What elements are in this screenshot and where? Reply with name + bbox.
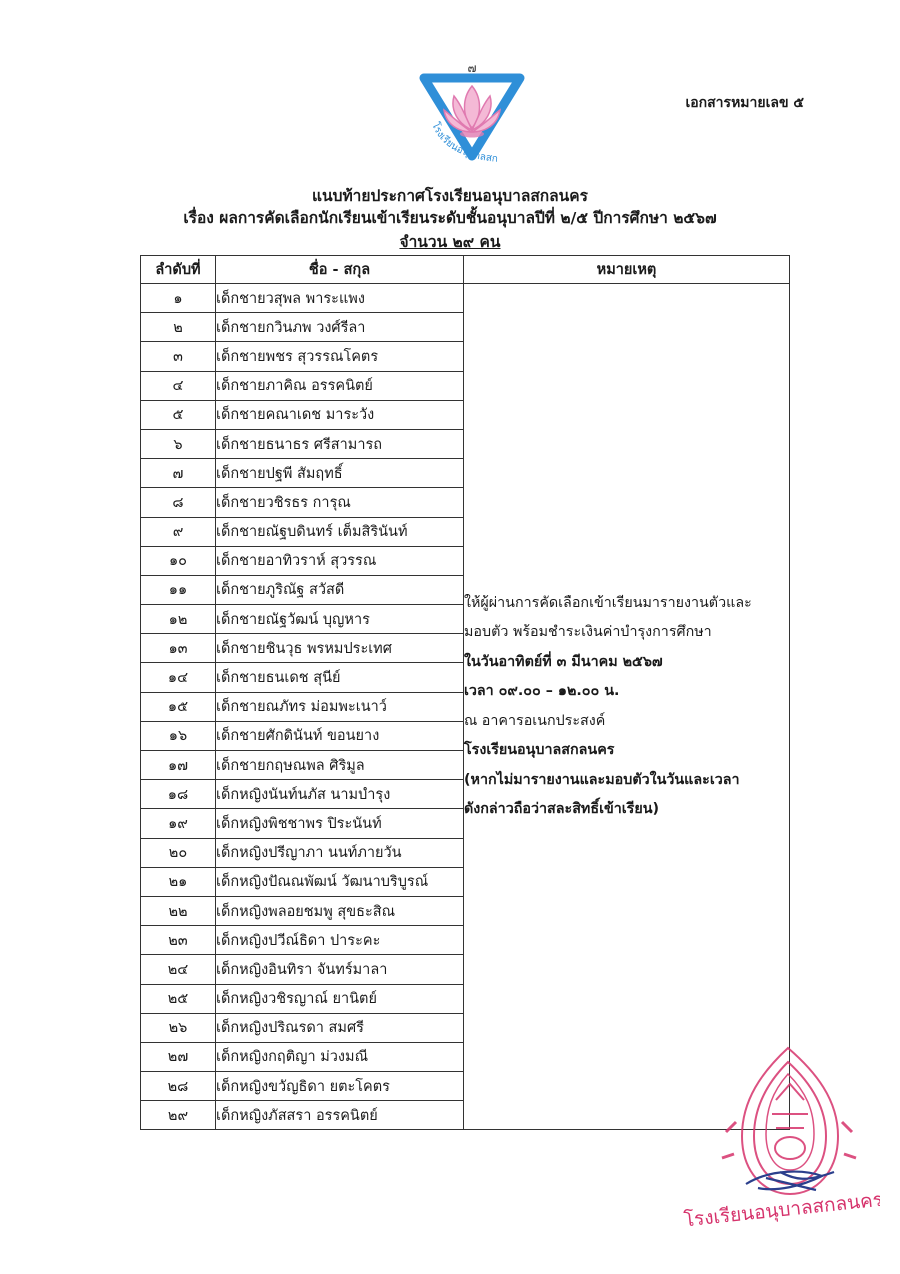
remark-line: ดังกล่าวถือว่าสละสิทธิ์เข้าเรียน): [464, 801, 660, 818]
row-number: ๒๐: [141, 838, 216, 867]
row-number: ๗: [141, 459, 216, 488]
row-number: ๑๔: [141, 663, 216, 692]
student-name: เด็กชายกฤษณพล ศิริมูล: [216, 751, 464, 780]
student-name: เด็กหญิงกฤติญา ม่วงมณี: [216, 1042, 464, 1071]
svg-text:๗: ๗: [467, 61, 477, 75]
remark-line: มอบตัว พร้อมชำระเงินค่าบำรุงการศึกษา: [464, 624, 712, 641]
student-name: เด็กชายณัฐบดินทร์ เต็มสิรินันท์: [216, 517, 464, 546]
row-number: ๑: [141, 284, 216, 313]
document-number: เอกสารหมายเลข ๕: [685, 95, 804, 111]
student-name: เด็กชายกวินภพ วงศ์รีลา: [216, 313, 464, 342]
student-name: เด็กชายณภัทร ม่อมพะเนาว์: [216, 692, 464, 721]
student-name: เด็กหญิงพิชชาพร ปิระนันท์: [216, 809, 464, 838]
row-number: ๒๗: [141, 1042, 216, 1071]
remark-line: ให้ผู้ผ่านการคัดเลือกเข้าเรียนมารายงานตัวและ: [464, 594, 752, 611]
row-number: ๑๑: [141, 575, 216, 604]
row-number: ๒๔: [141, 955, 216, 984]
row-number: ๑๓: [141, 634, 216, 663]
school-logo: [418, 58, 526, 164]
student-name: เด็กชายอาทิวราห์ สุวรรณ: [216, 546, 464, 575]
student-name: เด็กชายปฐพี สัมฤทธิ์: [216, 459, 464, 488]
student-name: เด็กหญิงปวีณ์ธิดา ปาระคะ: [216, 926, 464, 955]
student-name: เด็กหญิงพลอยชมพู สุขธะสิณ: [216, 896, 464, 925]
student-name: เด็กชายธนาธร ศรีสามารถ: [216, 429, 464, 458]
row-number: ๒๙: [141, 1101, 216, 1130]
row-number: ๑๘: [141, 780, 216, 809]
student-name: เด็กชายวชิรธร การุณ: [216, 488, 464, 517]
announcement-title: แนบท้ายประกาศโรงเรียนอนุบาลสกลนคร: [312, 187, 588, 205]
table-header-row: [141, 256, 790, 284]
row-number: ๓: [141, 342, 216, 371]
student-name: เด็กหญิงปรีญาภา นนท์ภายวัน: [216, 838, 464, 867]
row-number: ๕: [141, 400, 216, 429]
student-name: เด็กชายพชร สุวรรณโคตร: [216, 342, 464, 371]
row-number: ๑๖: [141, 721, 216, 750]
student-name: เด็กหญิงอินทิรา จันทร์มาลา: [216, 955, 464, 984]
row-number: ๒๕: [141, 984, 216, 1013]
header-no: ลำดับที่: [141, 256, 216, 284]
student-name: เด็กหญิงนันท์นภัส นามบำรุง: [216, 780, 464, 809]
student-name: เด็กชายธนเดช สุนีย์: [216, 663, 464, 692]
row-number: ๖: [141, 429, 216, 458]
row-number: ๙: [141, 517, 216, 546]
row-number: ๑๗: [141, 751, 216, 780]
remark-cell: [464, 284, 790, 1130]
row-number: ๒๓: [141, 926, 216, 955]
student-table: [140, 255, 790, 1130]
remark-line: เวลา ๐๙.๐๐ – ๑๒.๐๐ น.: [464, 683, 620, 700]
student-count: จำนวน ๒๙ คน: [399, 233, 501, 251]
header-remark: หมายเหตุ: [464, 256, 790, 284]
row-number: ๒๑: [141, 867, 216, 896]
student-name: เด็กชายวสุพล พาระแพง: [216, 284, 464, 313]
remark-line: ในวันอาทิตย์ที่ ๓ มีนาคม ๒๕๖๗: [464, 653, 663, 670]
svg-text:โรงเรียนอนุบาลสกลนคร: โรงเรียนอนุบาลสกลนคร: [682, 1188, 880, 1232]
student-name: เด็กหญิงขวัญธิดา ยตะโคตร: [216, 1072, 464, 1101]
row-number: ๑๐: [141, 546, 216, 575]
row-number: ๑๕: [141, 692, 216, 721]
student-name: เด็กหญิงภัสสรา อรรคนิตย์: [216, 1101, 464, 1130]
remark-line: (หากไม่มารายงานและมอบตัวในวันและเวลา: [464, 771, 740, 788]
student-name: เด็กชายณัฐวัฒน์ บุญหาร: [216, 605, 464, 634]
student-name: เด็กชายภูริณัฐ สวัสดี: [216, 575, 464, 604]
student-name: เด็กชายคณาเดช มาระวัง: [216, 400, 464, 429]
student-name: เด็กหญิงวชิรญาณ์ ยานิตย์: [216, 984, 464, 1013]
student-name: เด็กชายภาคิณ อรรคนิตย์: [216, 371, 464, 400]
svg-text:โรงเรียนอนุบาลสกลนคร: โรงเรียนอนุบาลสก: [429, 120, 499, 164]
student-name: เด็กหญิงปัณณพัฒน์ วัฒนาบริบูรณ์: [216, 867, 464, 896]
student-name: เด็กชายชินวุธ พรหมประเทศ: [216, 634, 464, 663]
student-name: เด็กหญิงปริณรดา สมศรี: [216, 1013, 464, 1042]
row-number: ๔: [141, 371, 216, 400]
announcement-subject: เรื่อง ผลการคัดเลือกนักเรียนเข้าเรียนระดับชั้นอนุบาลปีที่ ๒/๕ ปีการศึกษา ๒๕๖๗: [183, 209, 717, 227]
row-number: ๑๒: [141, 605, 216, 634]
school-seal: [676, 1044, 880, 1232]
student-name: เด็กชายศักดินันท์ ขอนยาง: [216, 721, 464, 750]
remark-line: โรงเรียนอนุบาลสกลนคร: [464, 742, 615, 759]
row-number: ๒๒: [141, 896, 216, 925]
row-number: ๒๘: [141, 1072, 216, 1101]
table-body: [141, 284, 790, 1130]
row-number: ๒: [141, 313, 216, 342]
row-number: ๒๖: [141, 1013, 216, 1042]
remark-line: ณ อาคารอเนกประสงค์: [464, 712, 606, 729]
table-row: [141, 284, 790, 313]
header-name: ชื่อ - สกุล: [216, 256, 464, 284]
row-number: ๘: [141, 488, 216, 517]
row-number: ๑๙: [141, 809, 216, 838]
